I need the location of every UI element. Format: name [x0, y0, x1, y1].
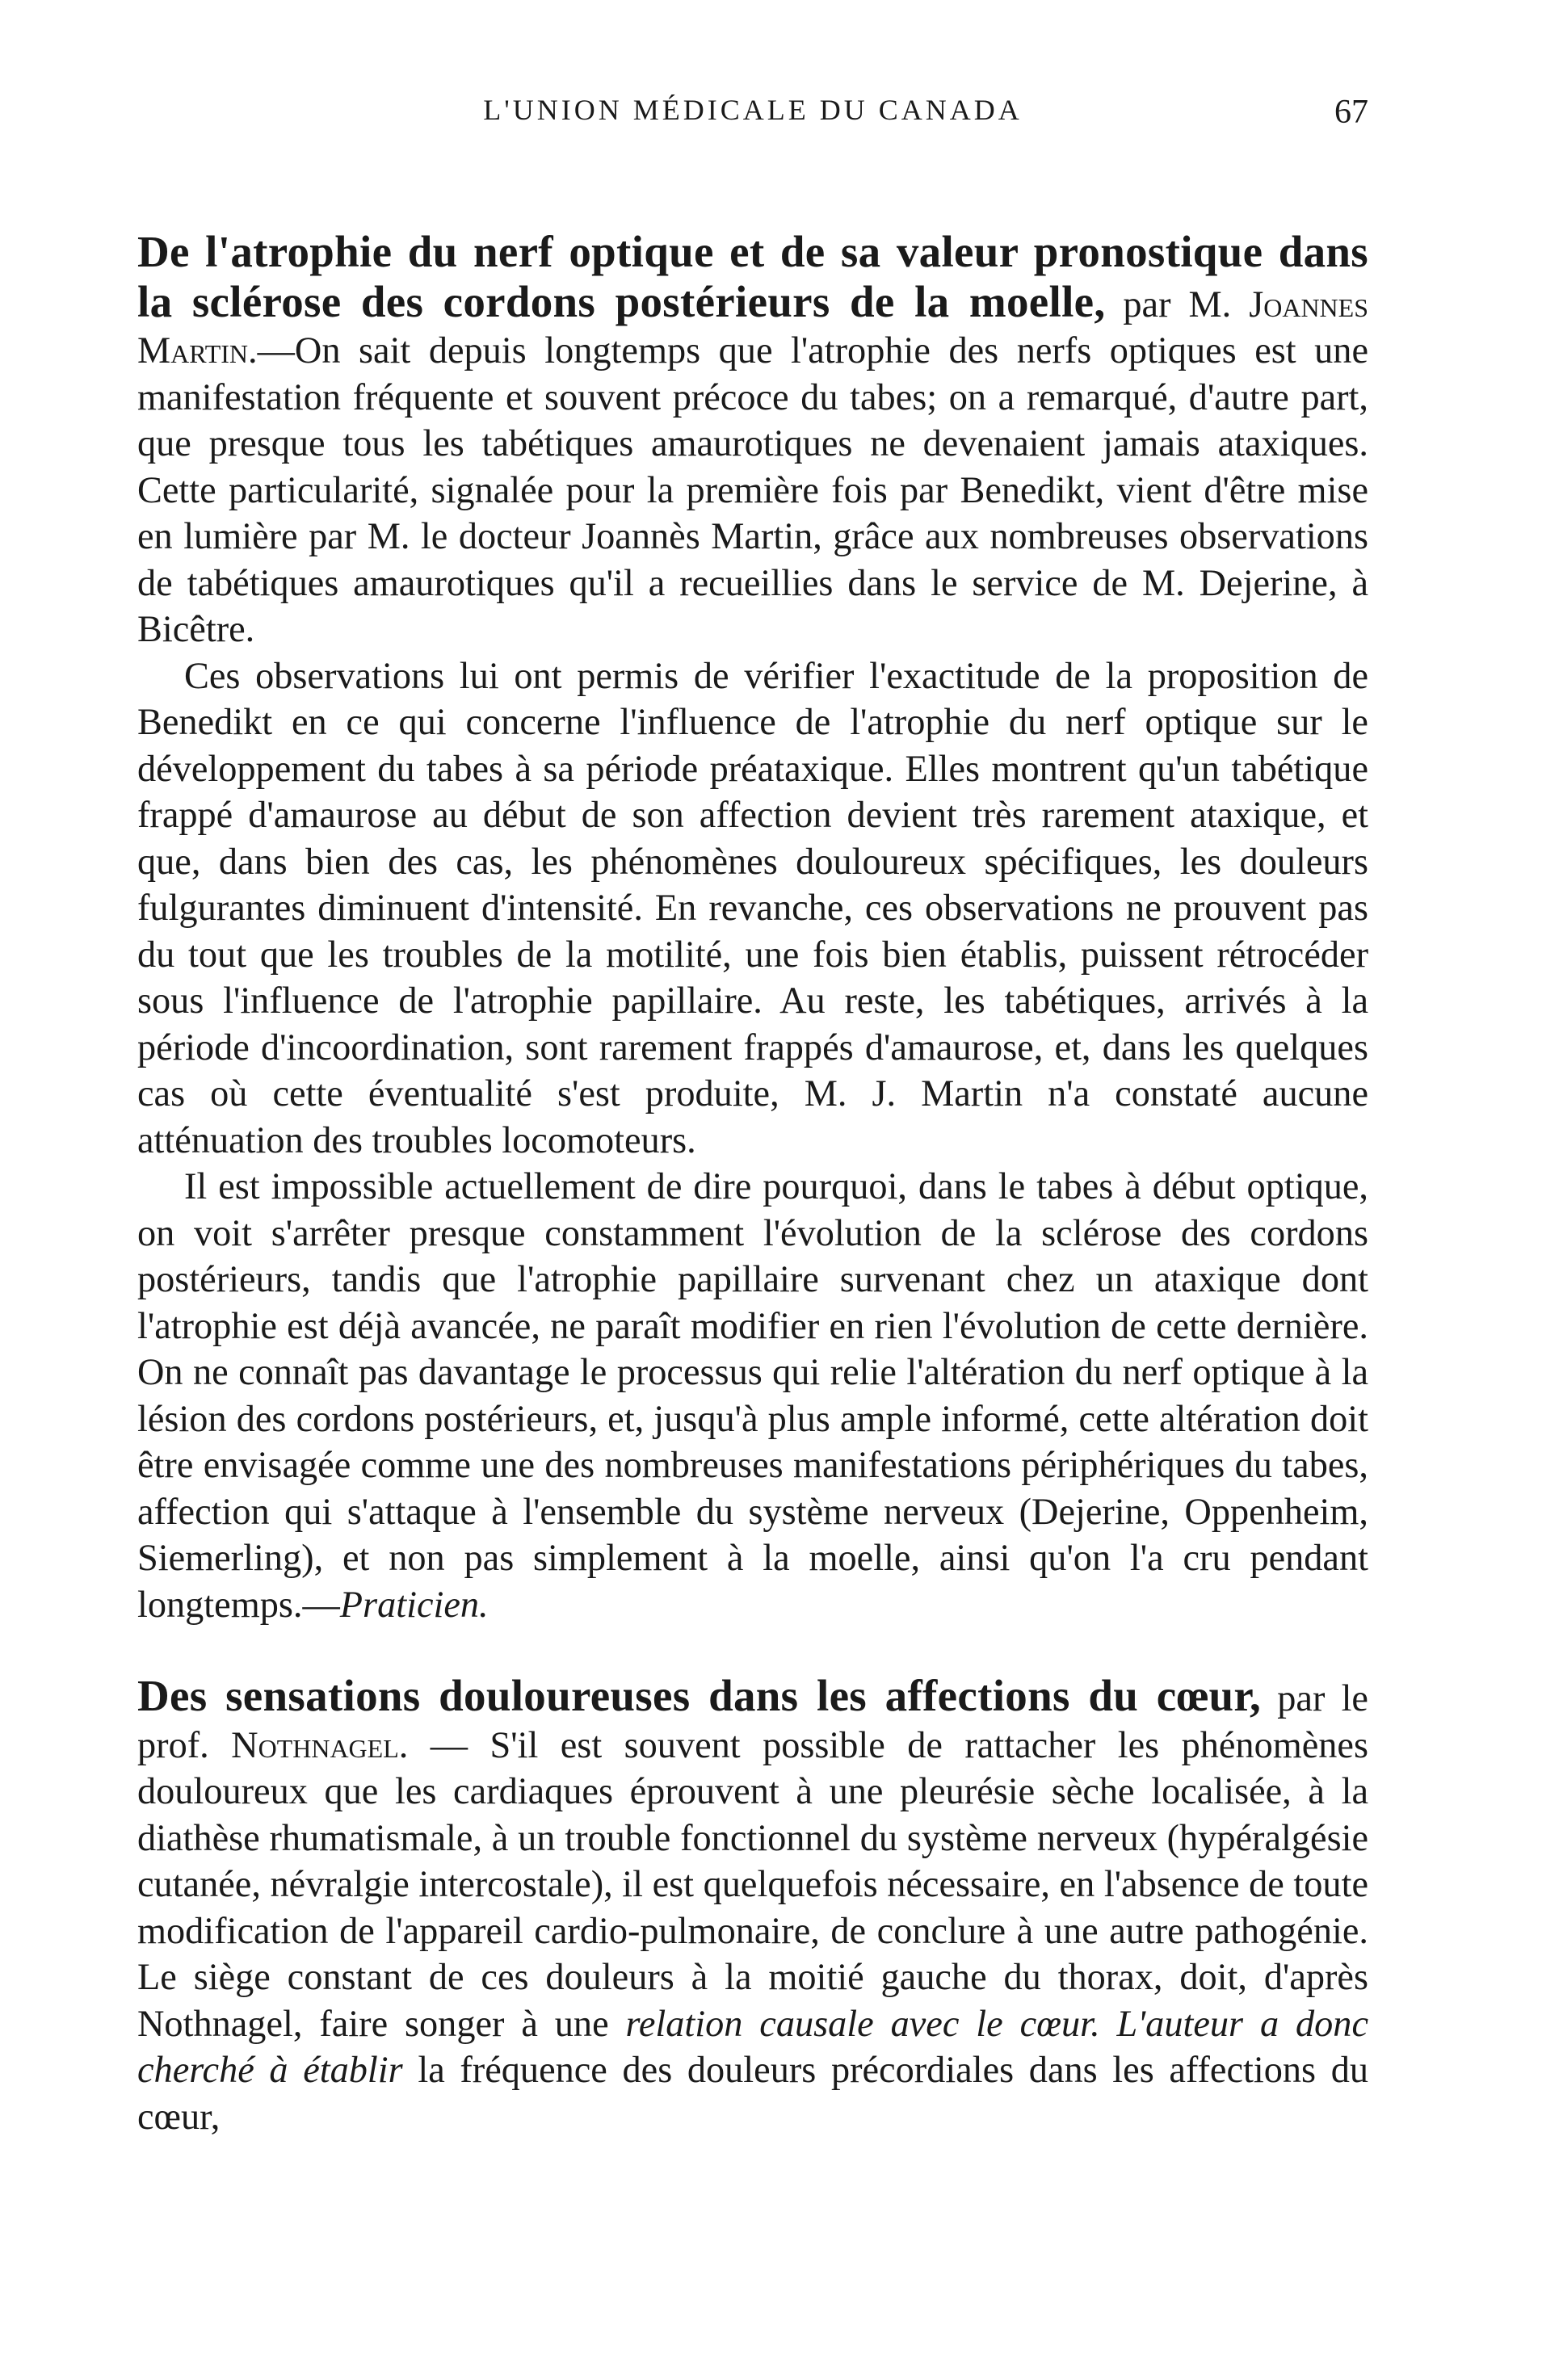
article-1-by: par M. [1105, 283, 1250, 325]
article-atrophie-nerf-optique [137, 229, 1368, 1628]
article-2-author: Nothnagel [231, 1724, 399, 1766]
article-1-lead-paragraph [137, 229, 1368, 653]
article-1-source: Praticien. [339, 1584, 489, 1626]
article-2-italic-phrase: relation causale avec le cœur. L'auteur a donc cherché à établir [137, 2003, 1368, 2091]
article-sensations-douloureuses [137, 1673, 1368, 2140]
article-2-outro: la fréquence des douleurs précordiales dans les affections du cœur, [137, 2050, 1368, 2138]
article-2-by: par le prof. [137, 1678, 1368, 1766]
article-2-intro: . — S'il est souvent possible de rattacher les phénomènes douloureux que les cardiaques éprouvent à une pleurésie sèche localisée, à la diathèse rhumatismale, à un trouble fonctionnel du système nerveux (hypéralgésie cutanée, névralgie intercostale), il est quelquefois nécessaire, en l'absence de toute modification de l'appareil cardio-pulmonaire, de conclure à une autre pathogénie. Le siège constant de ces douleurs à la moitié gauche du thorax, doit, d'après Nothnagel, faire songer à une [137, 1724, 1368, 2045]
article-1-intro: .—On sait depuis longtemps que l'atrophie des nerfs optiques est une manifestation fréquente et souvent précoce du tabes; on a remarqué, d'autre part, que presque tous les tabétiques amaurotiques ne devenaient jamais ataxiques. Cette particularité, signalée pour la première fois par Benedikt, vient d'être mise en lumière par M. le docteur Joannès Martin, grâce aux nombreuses observations de tabétiques amaurotiques qu'il a recueillies dans le service de M. Dejerine, à Bicêtre. [137, 330, 1368, 650]
article-1-author: Joannes Martin [137, 283, 1369, 371]
page-number: 67 [1334, 94, 1368, 131]
article-1-title: De l'atrophie du nerf optique et de sa valeur pronostique dans la sclérose des cordons postérieurs de la moelle, [137, 227, 1368, 326]
article-1-paragraph-2: Ces observations lui ont permis de vérifier l'exactitude de la proposition de Benedikt en ce qui concerne l'influence de l'atrophie du nerf optique sur le développement du tabes à sa période préataxique. Elles montrent qu'un tabétique frappé d'amaurose au début de son affection devient très rarement ataxique, et que, dans bien des cas, les phénomènes douloureux spécifiques, les douleurs fulgurantes diminuent d'intensité. En revanche, ces observations ne prouvent pas du tout que les troubles de la motilité, une fois bien établis, puissent rétrocéder sous l'influence de l'atrophie papillaire. Au reste, les tabétiques, arrivés à la période d'incoordination, sont rarement frappés d'amaurose, et, dans les quelques cas où cette éventualité s'est produite, M. J. Martin n'a constaté aucune atténuation des troubles locomoteurs. [137, 655, 1368, 1161]
article-1-paragraph-3 [137, 1164, 1368, 1628]
article-1-paragraph-3-text: Il est impossible actuellement de dire pourquoi, dans le tabes à début optique, on voit s'arrêter presque constamment l'évolution de la sclérose des cordons postérieurs, tandis que l'atrophie papillaire survenant chez un ataxique dont l'atrophie est déjà avancée, ne paraît modifier en rien l'évolution de cette dernière. On ne connaît pas davantage le processus qui relie l'altération du nerf optique à la lésion des cordons postérieurs, et, jusqu'à plus ample informé, cette altération doit être envisagée comme une des nombreuses manifestations périphériques du tabes, affection qui s'attaque à l'ensemble du système nerveux (Dejerine, Oppenheim, Siemerling), et non pas simplement à la moelle, ainsi qu'on l'a cru pendant longtemps.— [137, 1166, 1368, 1626]
article-2-title: Des sensations douloureuses dans les affections du cœur, [137, 1671, 1262, 1720]
journal-title: L'UNION MÉDICALE DU CANADA [483, 94, 1023, 126]
article-2-lead-paragraph [137, 1673, 1368, 2140]
running-header [137, 93, 1368, 145]
